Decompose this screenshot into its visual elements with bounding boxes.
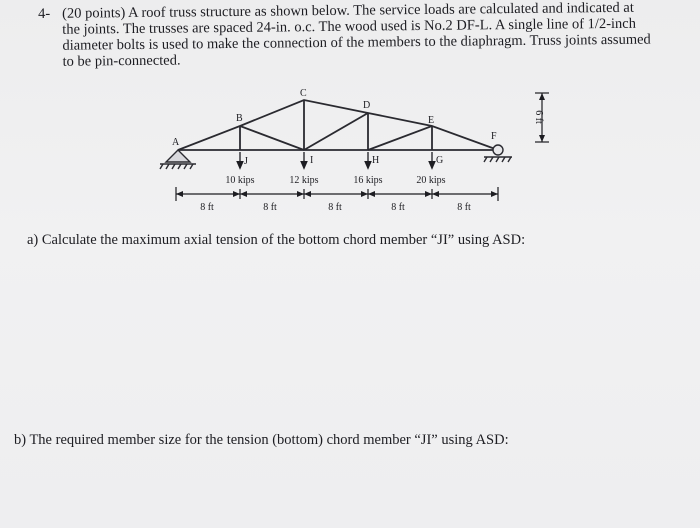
joint-label-i: I bbox=[310, 155, 314, 166]
span-dimension bbox=[176, 187, 498, 201]
span-label-5: 8 ft bbox=[457, 202, 471, 213]
member-bi bbox=[240, 126, 304, 150]
top-chord bbox=[178, 100, 498, 150]
member-ih bbox=[304, 113, 368, 150]
joint-label-g: G bbox=[436, 155, 444, 166]
span-label-1: 8 ft bbox=[200, 202, 214, 213]
joint-label-a: A bbox=[172, 137, 180, 148]
problem-line-4: to be pin-connected. bbox=[62, 52, 181, 70]
member-hg bbox=[368, 126, 432, 150]
question-a: a) Calculate the maximum axial tension of the bottom chord member “JI” using ASD: bbox=[27, 232, 526, 248]
joint-label-f: F bbox=[491, 131, 497, 142]
load-label-h: 16 kips bbox=[353, 175, 383, 186]
problem-line-1: (20 points) A roof truss structure as shown below. The service loads are calculated and indicated at bbox=[61, 0, 634, 22]
pin-support-a bbox=[160, 150, 196, 169]
truss-members bbox=[178, 100, 498, 150]
problem-line-3: diameter bolts is used to make the connection of the members to the diaphragm. Truss joints assumed bbox=[62, 31, 651, 54]
height-label: 6 ft bbox=[533, 110, 544, 124]
span-label-4: 8 ft bbox=[391, 202, 405, 213]
problem-number: 4- bbox=[38, 5, 51, 22]
joint-label-b: B bbox=[236, 113, 243, 124]
question-b: b) The required member size for the tension (bottom) chord member “JI” using ASD: bbox=[14, 432, 509, 448]
joint-label-d: D bbox=[363, 100, 371, 111]
joint-label-h: H bbox=[372, 155, 380, 166]
load-label-i: 12 kips bbox=[289, 175, 319, 186]
load-label-j: 10 kips bbox=[225, 175, 255, 186]
load-label-g: 20 kips bbox=[416, 175, 446, 186]
joint-label-c: C bbox=[300, 88, 307, 99]
joint-label-e: E bbox=[428, 115, 435, 126]
span-label-3: 8 ft bbox=[328, 202, 342, 213]
problem-line-2: the joints. The trusses are spaced 24-in. o.c. The wood used is No.2 DF-L. A single line of 1/2-inch bbox=[62, 15, 637, 38]
joint-label-j: J bbox=[244, 156, 248, 167]
roller-support-f bbox=[484, 145, 512, 162]
span-label-2: 8 ft bbox=[263, 202, 277, 213]
